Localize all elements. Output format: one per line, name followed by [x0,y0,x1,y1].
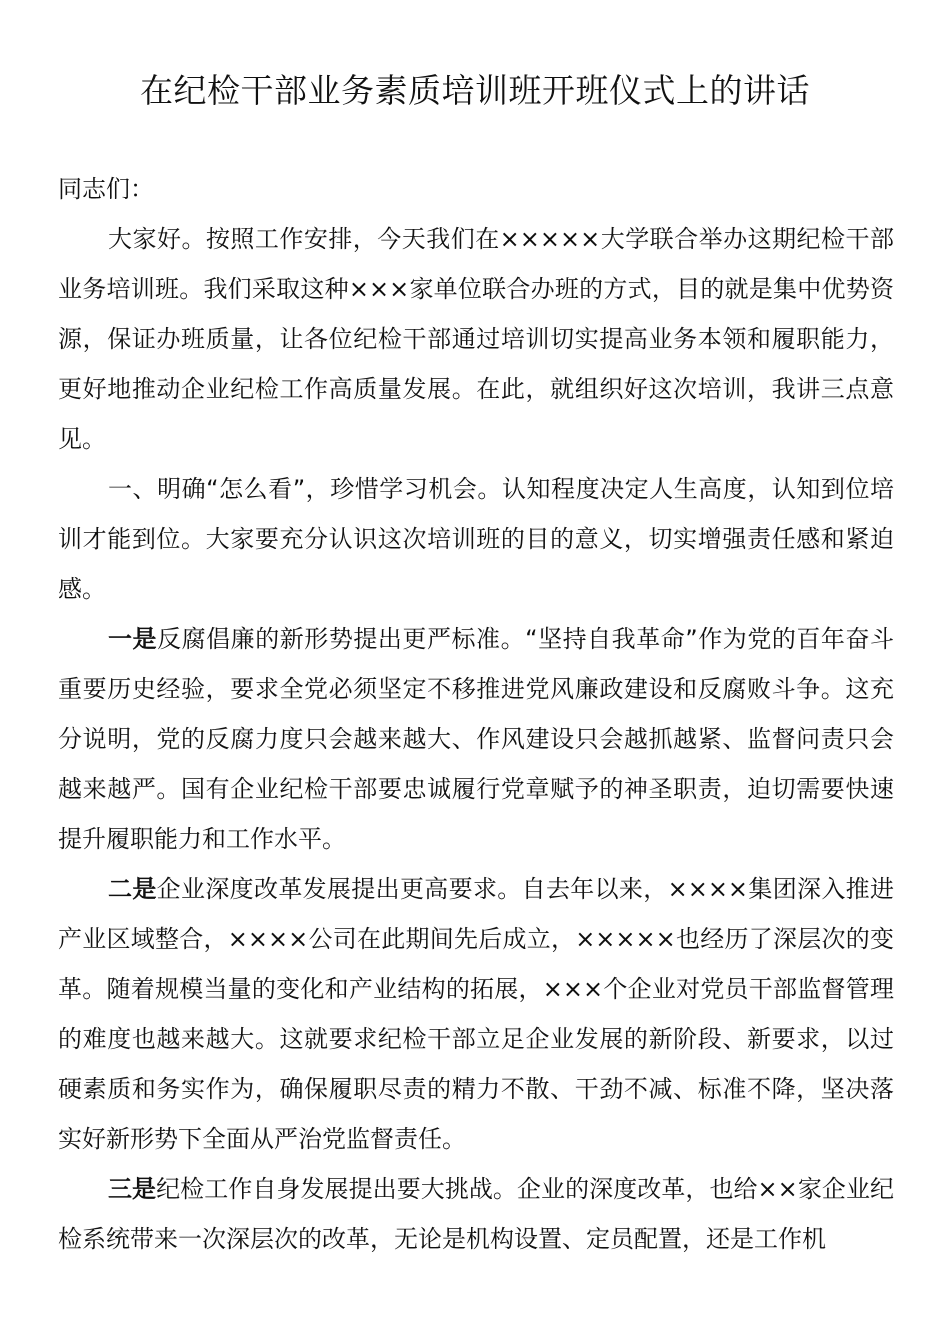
paragraph-text: 纪检工作自身发展提出要大挑战。企业的深度改革，也给××家企业纪检系统带来一次深层次的改革，无论是机构设置、定员配置，还是工作机 [58,1175,895,1253]
paragraph-lead: 二是 [108,875,157,903]
paragraph-point-three [58,1164,894,1264]
paragraph-intro [58,214,894,464]
document-title: 在纪检干部业务素质培训班开班仪式上的讲话 [140,71,810,110]
paragraph-text: 企业深度改革发展提出更高要求。自去年以来，××××集团深入推进产业区域整合，××××公司在此期间先后成立，×××××也经历了深层次的变革。随着规模当量的变化和产业结构的拓展，×××个企业对党员干部监督管理的难度也越来越大。这就要求纪检干部立足企业发展的新阶段、新要求，以过硬素质和务实作为，确保履职尽责的精力不散、干劲不减、标准不降，坚决落实好新形势下全面从严治党监督责任。 [58,875,895,1153]
paragraph-section-one [58,464,894,614]
paragraph-point-one [58,614,894,864]
paragraph-text: 大家好。按照工作安排，今天我们在×××××大学联合举办这期纪检干部业务培训班。我们采取这种×××家单位联合办班的方式，目的就是集中优势资源，保证办班质量，让各位纪检干部通过培训切实提高业务本领和履职能力，更好地推动企业纪检工作高质量发展。在此，就组织好这次培训，我讲三点意见。 [58,225,894,453]
paragraph-text: 一、明确“怎么看”，珍惜学习机会。认知程度决定人生高度，认知到位培训才能到位。大家要充分认识这次培训班的目的意义，切实增强责任感和紧迫感。 [58,475,894,603]
document-body [58,164,894,1264]
salutation: 同志们： [58,175,154,203]
paragraph-lead: 一是 [108,625,158,653]
paragraph-text: 反腐倡廉的新形势提出更严标准。“坚持自我革命”作为党的百年奋斗重要历史经验，要求全党必须坚定不移推进党风廉政建设和反腐败斗争。这充分说明，党的反腐力度只会越来越大、作风建设只会越抓越紧、监督问责只会越来越严。国有企业纪检干部要忠诚履行党章赋予的神圣职责，迫切需要快速提升履职能力和工作水平。 [58,625,894,853]
paragraph-lead: 三是 [108,1175,157,1203]
paragraph-point-two [58,864,894,1164]
